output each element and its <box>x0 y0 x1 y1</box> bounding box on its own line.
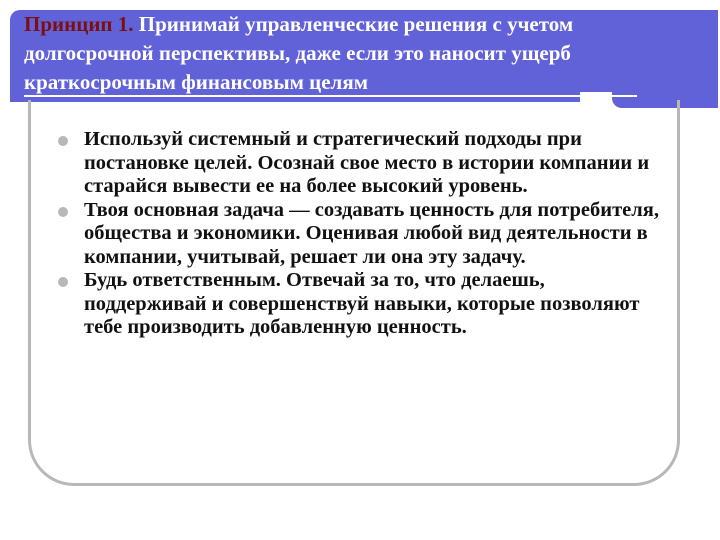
bullet-item <box>58 199 668 270</box>
bullet-circle-icon <box>58 207 68 217</box>
bullet-text: Используй системный и стратегический подходы при постановке целей. Осознай свое место в истории компании и старайся вывести ее на более высокий уровень. <box>84 128 650 197</box>
slide-title <box>24 10 624 97</box>
title-main: Принимай управленческие решения с учетом долгосрочной перспективы, даже если это наносит ущерб краткосрочным финансовым целям <box>24 12 574 94</box>
title-prefix: Принцип 1. <box>24 12 134 36</box>
bullet-circle-icon <box>58 136 68 146</box>
bullet-circle-icon <box>58 277 68 287</box>
header-tab <box>612 14 718 108</box>
bullet-item <box>58 269 668 340</box>
title-underline <box>24 95 637 97</box>
bullet-text: Будь ответственным. Отвечай за то, что делаешь, поддерживай и совершенствуй навыки, которые позволяют тебе производить добавленную ценность. <box>84 269 640 338</box>
bullet-item <box>58 128 668 199</box>
bullet-list <box>58 128 668 340</box>
bullet-text: Твоя основная задача — создавать ценность для потребителя, общества и экономики. Оценивая любой вид деятельности в компании, учитывай, решает ли она эту задачу. <box>84 198 659 268</box>
